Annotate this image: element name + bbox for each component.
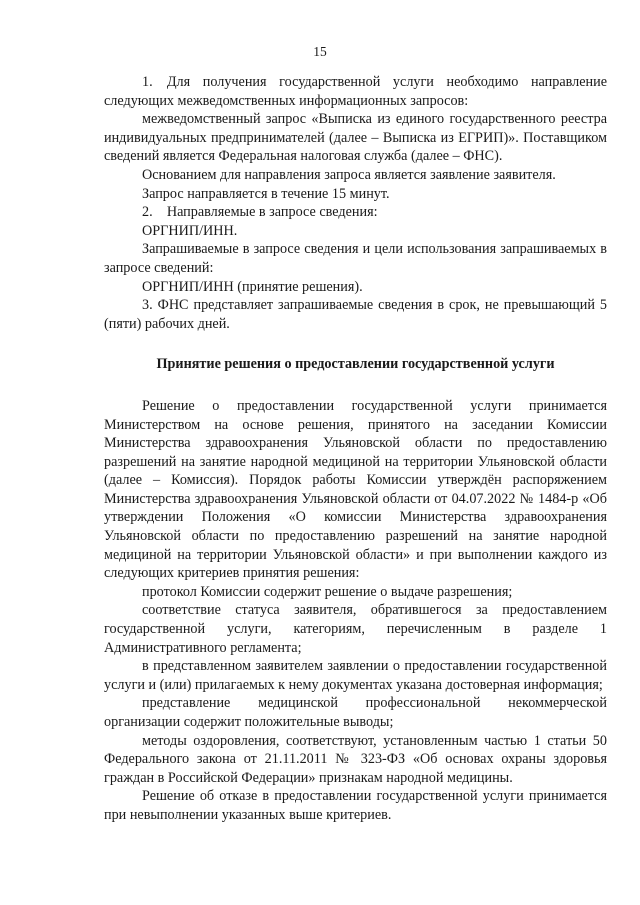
- paragraph: 2. Направляемые в запросе сведения:: [142, 204, 378, 221]
- paragraph: Запрос направляется в течение 15 минут.: [142, 185, 390, 202]
- paragraph: Основанием для направления запроса является заявление заявителя.: [142, 166, 556, 183]
- section-heading: Принятие решения о предоставлении государственной услуги: [156, 356, 555, 373]
- list-item: соответствие статуса заявителя, обратившегося за предоставлением государственной услуги, категориям, перечисленным в разделе 1 Административного регламента;: [104, 602, 607, 656]
- list-item: в представленном заявителем заявлении о предоставлении государственной услуги и (или) прилагаемых к нему документах указана достоверная информация;: [104, 658, 607, 693]
- list-item: методы оздоровления, соответствуют, установленным частью 1 статьи 50 Федерального закона от 21.11.2011 № 323-ФЗ «Об основах охраны здоровья граждан в Российской Федерации» признакам народной медицины.: [104, 732, 607, 786]
- paragraph: Запрашиваемые в запросе сведения и цели использования запрашиваемых в запросе сведений:: [104, 241, 607, 276]
- paragraph: Решение об отказе в предоставлении государственной услуги принимается при невыполнении указанных выше критериев.: [104, 788, 607, 823]
- paragraph: межведомственный запрос «Выписка из единого государственного реестра индивидуальных предпринимателей (далее – Выписка из ЕГРИП)». Поставщиком сведений является Федеральная налоговая служба (далее – ФНС).: [104, 111, 607, 165]
- document-body: [104, 73, 607, 825]
- paragraph: 3. ФНС представляет запрашиваемые сведения в срок, не превышающий 5 (пяти) рабочих дней.: [104, 297, 607, 332]
- paragraph: ОРГНИП/ИНН (принятие решения).: [142, 278, 363, 295]
- list-item: протокол Комиссии содержит решение о выдаче разрешения;: [142, 583, 513, 600]
- paragraph: ОРГНИП/ИНН.: [142, 222, 238, 239]
- list-item: представление медицинской профессиональной некоммерческой организации содержит положительные выводы;: [104, 695, 607, 730]
- paragraph: Решение о предоставлении государственной услуги принимается Министерством на основе решения, принятого на заседании Комиссии Министерства здравоохранения Ульяновской области по предоставлению разрешений на занятие народной медициной на территории Ульяновской области (далее – Комиссия). Порядок работы Комиссии утверждён распоряжением Министерства здравоохранения Ульяновской области от 04.07.2022 № 1484-р «Об утверждении Положения «О комиссии Министерства здравоохранения Ульяновской области по предоставлению разрешений на занятие народной медициной на территории Ульяновской области» и при выполнении каждого из следующих критериев принятия решения:: [104, 397, 607, 582]
- page-number: 15: [313, 44, 327, 59]
- paragraph: 1. Для получения государственной услуги необходимо направление следующих межведомственных информационных запросов:: [104, 74, 607, 109]
